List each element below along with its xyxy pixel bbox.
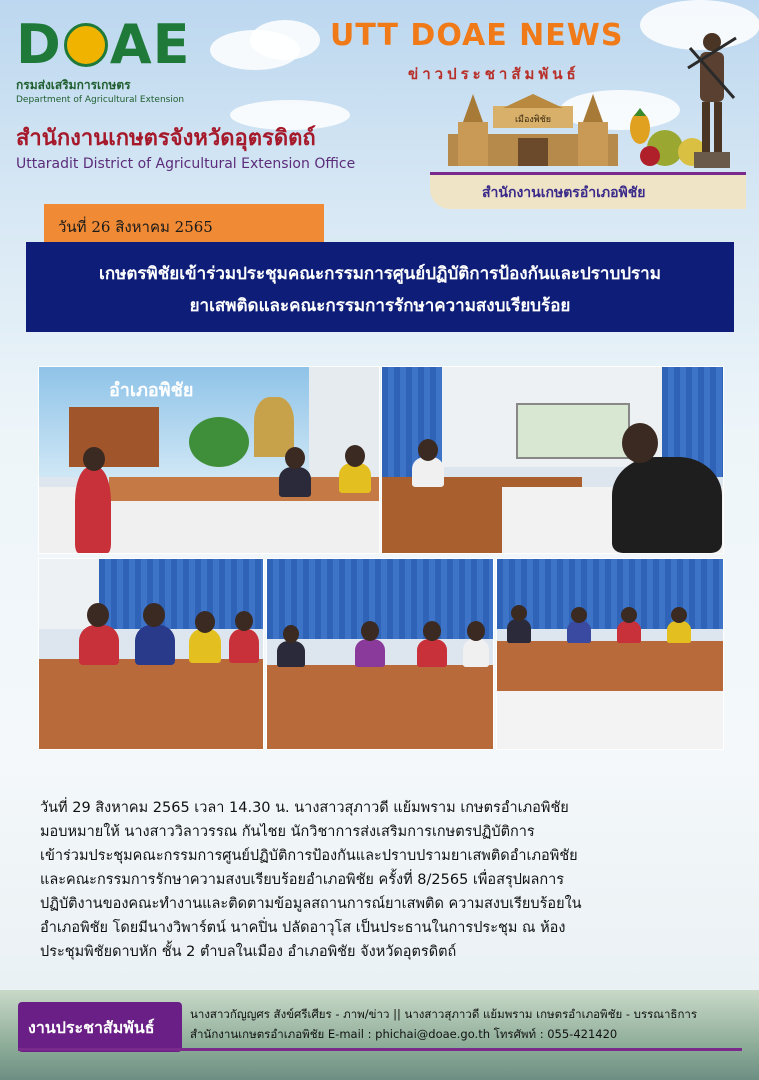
city-gate-illustration (448, 94, 618, 166)
footer-tag (18, 1002, 182, 1052)
headline-box (26, 242, 734, 332)
news-subtitle: ข่าวประชาสัมพันธ์ (408, 65, 580, 83)
meeting-photo-1 (38, 366, 380, 554)
logo-emblem-icon (64, 23, 108, 67)
footer-credits (190, 1006, 750, 1048)
meeting-photo-2 (381, 366, 724, 554)
article-body (40, 796, 720, 964)
body-line-3: เข้าร่วมประชุมคณะกรรมการศูนย์ปฏิบัติการป้องกันและปราบปรามยาเสพติดอำเภอพิชัย (40, 848, 578, 864)
headline-line-2: ยาเสพติดและคณะกรรมการรักษาความสงบเรียบร้อย (189, 296, 571, 316)
footer-divider (18, 1048, 742, 1051)
body-line-2: มอบหมายให้ นางสาววิลาวรรณ กันไชย นักวิชาการส่งเสริมการเกษตรปฏิบัติการ (40, 824, 535, 840)
footer-tag-label: งานประชาสัมพันธ์ (28, 1018, 155, 1037)
photo-banner-text: อำเภอพิชัย (109, 380, 194, 401)
body-line-6: อำเภอพิชัย โดยมีนางวิพาร์ตน์ นาคปิ่น ปลัดอาวุโส เป็นประธานในการประชุม ณ ห้อง (40, 920, 566, 936)
meeting-photo-3 (38, 558, 264, 750)
gate-sign: เมืองพิชัย (514, 115, 552, 125)
district-office-label: สำนักงานเกษตรอำเภอพิชัย (482, 185, 646, 201)
date-tag (44, 204, 324, 244)
headline-line-1: เกษตรพิชัยเข้าร่วมประชุมคณะกรรมการศูนย์ปฏิบัติการป้องกันและปราบปราม (99, 264, 661, 284)
logo-letter-d: D (16, 13, 62, 76)
footer-contact-line: สำนักงานเกษตรอำเภอพิชัย E-mail : phichai@doae.go.th โทรศัพท์ : 055-421420 (190, 1027, 618, 1041)
body-line-5: ปฏิบัติงานของคณะทำงานและติดตามข้อมูลสถานการณ์ยาเสพติด ความสงบเรียบร้อยใน (40, 896, 582, 912)
doae-logo (16, 13, 191, 105)
statue-illustration (682, 28, 742, 168)
body-line-1: วันที่ 29 สิงหาคม 2565 เวลา 14.30 น. นางสาวสุภาวดี แย้มพราม เกษตรอำเภอพิชัย (40, 800, 569, 816)
district-office-banner (430, 172, 746, 209)
office-name-english: Uttaradit District of Agricultural Extension Office (16, 156, 356, 172)
news-title: UTT DOAE NEWS (330, 18, 624, 53)
meeting-photo-4 (266, 558, 494, 750)
logo-english-name: Department of Agricultural Extension (16, 95, 185, 105)
logo-thai-name: กรมส่งเสริมการเกษตร (16, 78, 131, 92)
body-line-4: และคณะกรรมการรักษาความสงบเรียบร้อยอำเภอพิชัย ครั้งที่ 8/2565 เพื่อสรุปผลการ (40, 872, 565, 888)
date-label: วันที่ 26 สิงหาคม 2565 (58, 218, 213, 236)
footer-credit-line: นางสาวกัญญศร สังข์ศรีเศียร - ภาพ/ข่าว || นางสาวสุภาวดี แย้มพราม เกษตรอำเภอพิชัย - บรรณาธิการ (190, 1007, 698, 1021)
logo-letters-ae: AE (109, 13, 191, 76)
body-line-7: ประชุมพิชัยดาบหัก ชั้น 2 ตำบลในเมือง อำเภอพิชัย จังหวัดอุตรดิตถ์ (40, 944, 457, 960)
meeting-photo-5 (496, 558, 724, 750)
office-name-thai: สำนักงานเกษตรจังหวัดอุตรดิตถ์ (16, 126, 316, 151)
